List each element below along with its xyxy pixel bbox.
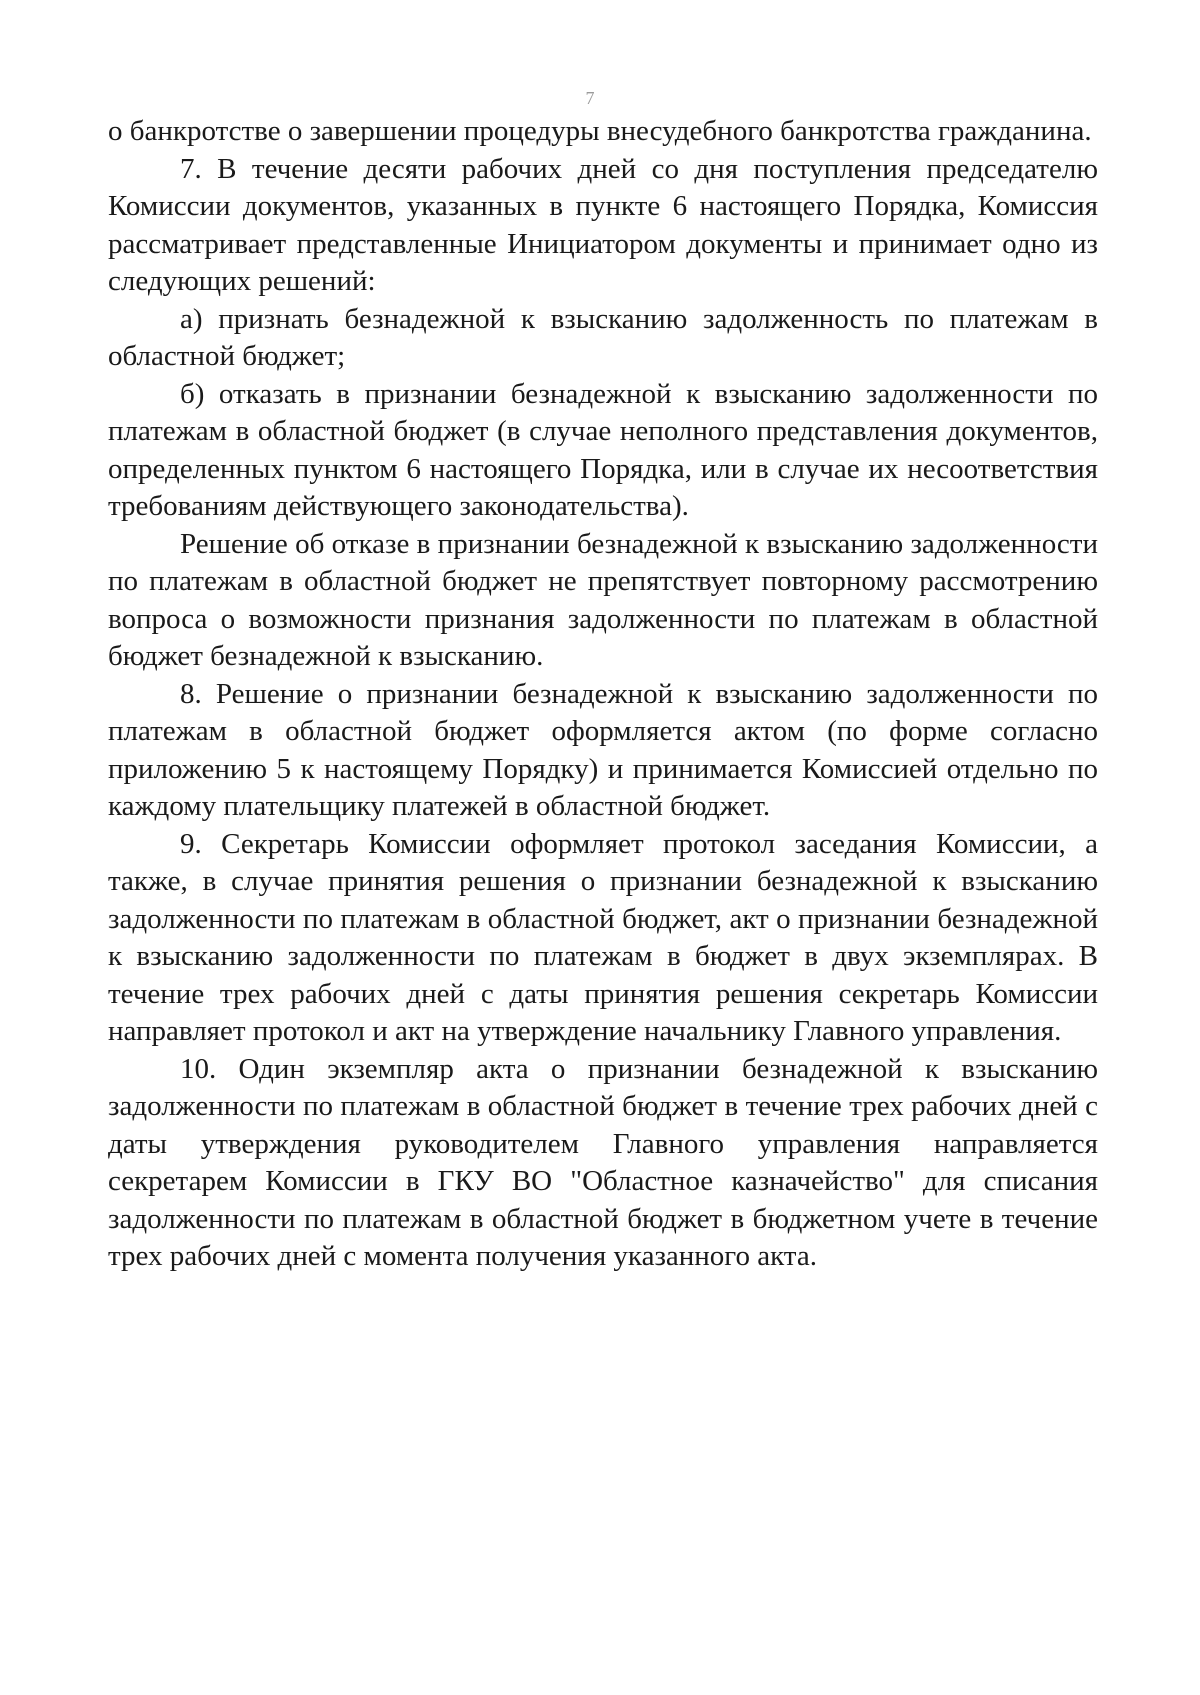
paragraph-item-7: 7. В течение десяти рабочих дней со дня поступления председателю Комиссии документов, указанных в пункте 6 настоящего Порядка, Комиссия рассматривает представленные Инициатором документы и принимает одно из следующих решений: xyxy=(108,152,1098,297)
page-number: 7 xyxy=(585,88,595,108)
paragraph-item-9: 9. Секретарь Комиссии оформляет протокол заседания Комиссии, а также, в случае принятия решения о признании безнадежной к взысканию задолженности по платежам в областной бюджет, акт о признании безнадежной к взысканию задолженности по платежам в бюджет в двух экземплярах. В течение трех рабочих дней с даты принятия решения секретарь Комиссии направляет протокол и акт на утверждение начальнику Главного управления. xyxy=(108,827,1098,1047)
document-body xyxy=(108,113,1098,1276)
paragraph-subitem-b: б) отказать в признании безнадежной к взысканию задолженности по платежам в областной бюджет (в случае неполного представления документов, определенных пунктом 6 настоящего Порядка, или в случае их несоответствия требованиям действующего законодательства). xyxy=(108,377,1098,522)
paragraph-item-10: 10. Один экземпляр акта о признании безнадежной к взысканию задолженности по платежам в областной бюджет в течение трех рабочих дней с даты утверждения руководителем Главного управления направляется секретарем Комиссии в ГКУ ВО "Областное казначейство" для списания задолженности по платежам в областной бюджет в бюджетном учете в течение трех рабочих дней с момента получения указанного акта. xyxy=(108,1052,1098,1272)
paragraph-refusal-decision: Решение об отказе в признании безнадежной к взысканию задолженности по платежам в областной бюджет не препятствует повторному рассмотрению вопроса о возможности признания задолженности по платежам в областной бюджет безнадежной к взысканию. xyxy=(108,527,1098,672)
paragraph-continuation: о банкротстве о завершении процедуры внесудебного банкротства гражданина. xyxy=(108,115,1092,147)
paragraph-subitem-a: а) признать безнадежной к взысканию задолженность по платежам в областной бюджет; xyxy=(108,302,1098,372)
paragraph-item-8: 8. Решение о признании безнадежной к взысканию задолженности по платежам в областной бюджет оформляется актом (по форме согласно приложению 5 к настоящему Порядку) и принимается Комиссией отдельно по каждому плательщику платежей в областной бюджет. xyxy=(108,677,1098,822)
